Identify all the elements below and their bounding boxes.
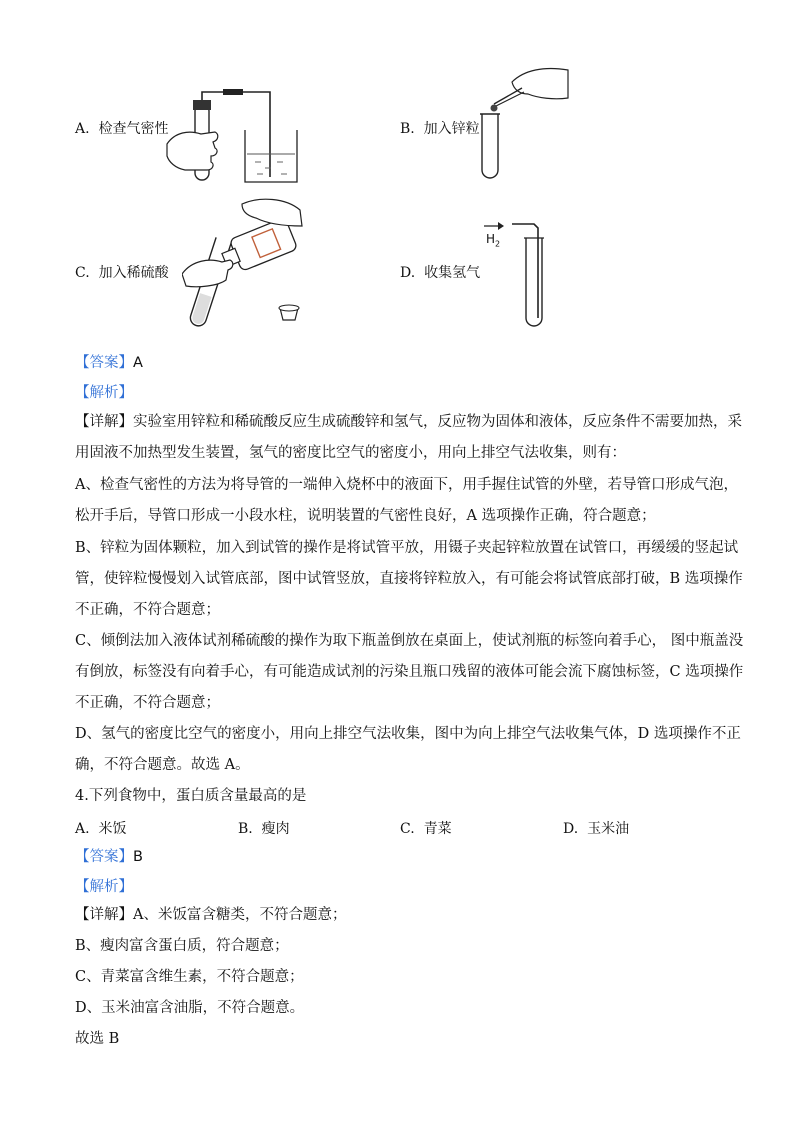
q4-option-b: B. 瘦肉 bbox=[238, 821, 290, 837]
figure-airtightness-check bbox=[165, 82, 305, 186]
option-b: B. 加入锌粒 bbox=[400, 121, 480, 137]
q4-detail-line-0: 【详解】A、米饭富含糖类，不符合题意； bbox=[75, 907, 347, 923]
q4-detail-line-2: C、青菜富含维生素，不符合题意； bbox=[75, 969, 304, 985]
answer-tag: 【答案】 bbox=[75, 849, 133, 865]
q3-detail-line-7: C、倾倒法加入液体试剂稀硫酸的操作为取下瓶盖倒放在桌面上，使试剂瓶的标签向着手心， 图中瓶盖没 bbox=[75, 633, 744, 649]
q4-option-a: A. 米饭 bbox=[75, 821, 127, 837]
option-c: C. 加入稀硫酸 bbox=[75, 265, 169, 281]
q3-detail-line-11: 确，不符合题意。故选 A。 bbox=[75, 757, 250, 773]
q3-detail-line-10: D、氢气的密度比空气的密度小，用向上排空气法收集，图中为向上排空气法收集气体，D 选项操作不正 bbox=[75, 726, 741, 742]
q4-detail-line-3: D、玉米油富含油脂，不符合题意。 bbox=[75, 1000, 305, 1016]
answer-tag: 【答案】 bbox=[75, 355, 133, 371]
q3-detail-line-2: A、检查气密性的方法为将导管的一端伸入烧杯中的液面下，用手握住试管的外壁，若导管口形成气泡， bbox=[75, 477, 738, 493]
q4-answer-row bbox=[75, 848, 143, 866]
option-d: D. 收集氢气 bbox=[400, 265, 481, 281]
q3-detail-line-8: 有倒放，标签没有向着手心，有可能造成试剂的污染且瓶口残留的液体可能会流下腐蚀标签，C 选项操作 bbox=[75, 664, 744, 680]
q4-option-c: C. 青菜 bbox=[400, 821, 452, 837]
q4-option-d: D. 玉米油 bbox=[563, 821, 630, 837]
q3-detail-line-9: 不正确，不符合题意； bbox=[75, 695, 220, 711]
q4-detail-line-1: B、瘦肉富含蛋白质，符合题意； bbox=[75, 938, 289, 954]
figure-collect-hydrogen bbox=[482, 218, 562, 330]
figure-add-zinc bbox=[472, 64, 572, 182]
analysis-tag: 【解析】 bbox=[75, 879, 133, 895]
h2-label: $H_2$ bbox=[486, 232, 501, 249]
analysis-tag: 【解析】 bbox=[75, 385, 133, 401]
answer-value: B bbox=[133, 849, 143, 865]
q3-detail-line-1: 用固液不加热型发生装置，氢气的密度比空气的密度小，用向上排空气法收集，则有： bbox=[75, 445, 626, 461]
q3-analysis-row bbox=[75, 384, 133, 402]
figure-add-sulfuric-acid bbox=[182, 196, 312, 330]
q4-analysis-row bbox=[75, 878, 133, 896]
q4-detail-line-4: 故选 B bbox=[75, 1031, 120, 1047]
q4-question: 4.下列食物中，蛋白质含量最高的是 bbox=[75, 788, 307, 804]
q3-answer-row bbox=[75, 354, 143, 372]
q3-detail-line-4: B、锌粒为固体颗粒，加入到试管的操作是将试管平放，用镊子夹起锌粒放置在试管口，再缓缓的竖起试 bbox=[75, 540, 739, 556]
q3-detail-line-0: 【详解】实验室用锌粒和稀硫酸反应生成硫酸锌和氢气，反应物为固体和液体，反应条件不需要加热，采 bbox=[75, 414, 742, 430]
option-a: A. 检查气密性 bbox=[75, 121, 169, 137]
answer-value: A bbox=[133, 355, 143, 371]
q3-detail-line-6: 不正确，不符合题意； bbox=[75, 602, 220, 618]
q3-detail-line-3: 松开手后，导管口形成一小段水柱，说明装置的气密性良好，A 选项操作正确，符合题意； bbox=[75, 508, 656, 524]
q3-detail-line-5: 管，使锌粒慢慢划入试管底部，图中试管竖放，直接将锌粒放入，有可能会将试管底部打破，B 选项操作 bbox=[75, 571, 743, 587]
